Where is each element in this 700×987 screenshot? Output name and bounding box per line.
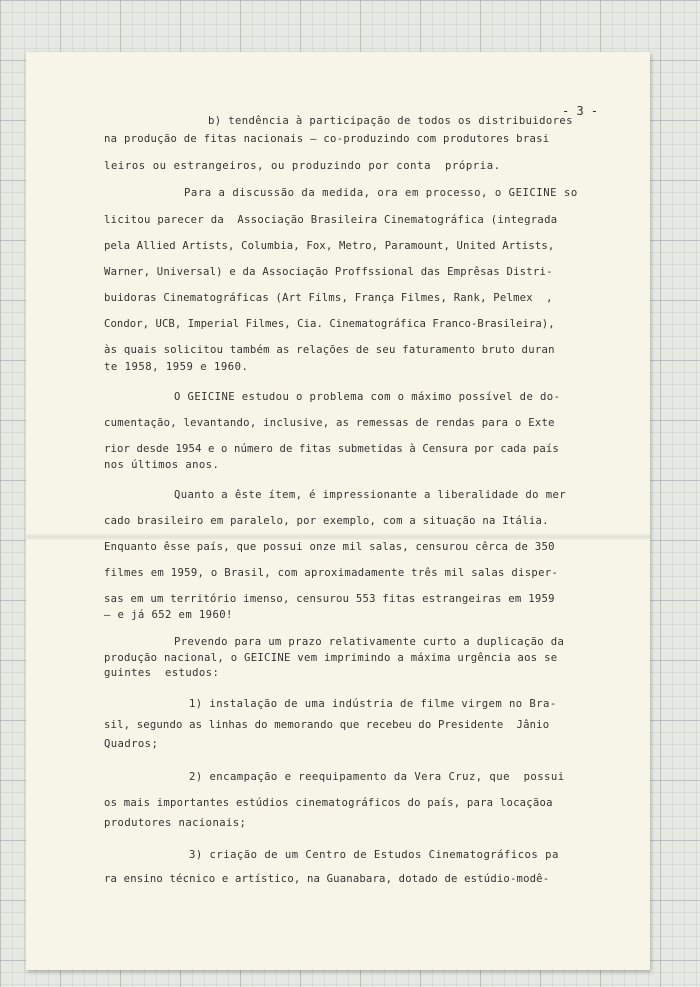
text-line: O GEICINE estudou o problema com o máximo possível de do-	[174, 391, 561, 403]
page-number: - 3 -	[562, 104, 599, 118]
document-page	[26, 52, 650, 970]
text-line: Warner, Universal) e da Associação Proffssional das Emprêsas Distri-	[104, 266, 553, 278]
text-line: 2) encampação e reequipamento da Vera Cruz, que possui	[189, 771, 565, 783]
text-line: te 1958, 1959 e 1960.	[104, 361, 249, 373]
text-line: guintes estudos:	[104, 667, 220, 679]
typed-text	[26, 52, 650, 970]
text-line: Quadros;	[104, 738, 159, 750]
text-line: às quais solicitou também as relações de seu faturamento bruto duran	[104, 344, 555, 356]
text-line: 1) instalação de uma indústria de filme virgem no Bra-	[189, 698, 557, 710]
text-line: Condor, UCB, Imperial Filmes, Cia. Cinematográfica Franco-Brasileira),	[104, 318, 555, 330]
text-line: nos últimos anos.	[104, 459, 220, 471]
text-line: pela Allied Artists, Columbia, Fox, Metro, Paramount, United Artists,	[104, 240, 555, 252]
text-line: b) tendência à participação de todos os distribuidores	[208, 115, 573, 127]
text-line: Prevendo para um prazo relativamente curto a duplicação da	[174, 636, 565, 648]
text-line: Para a discussão da medida, ora em processo, o GEICINE so	[184, 187, 578, 199]
text-line: cado brasileiro em paralelo, por exemplo, com a situação na Itália.	[104, 515, 549, 527]
text-line: os mais importantes estúdios cinematográficos do país, para locaçãoa	[104, 797, 553, 809]
text-line: buidoras Cinematográficas (Art Films, França Filmes, Rank, Pelmex ,	[104, 292, 553, 304]
text-line: produtores nacionais;	[104, 817, 247, 829]
text-line: rior desde 1954 e o número de fitas submetidas à Censura por cada país	[104, 443, 559, 455]
text-line: leiros ou estrangeiros, ou produzindo por conta própria.	[104, 160, 501, 172]
text-line: — e já 652 em 1960!	[104, 609, 233, 621]
text-line: 3) criação de um Centro de Estudos Cinematográficos pa	[189, 849, 559, 861]
text-line: cumentação, levantando, inclusive, as remessas de rendas para o Exte	[104, 417, 555, 429]
text-line: sil, segundo as linhas do memorando que recebeu do Presidente Jânio	[104, 719, 550, 731]
text-line: sas em um território imenso, censurou 553 fitas estrangeiras em 1959	[104, 593, 555, 605]
text-line: Quanto a êste ítem, é impressionante a liberalidade do mer	[174, 489, 566, 501]
text-line: ra ensino técnico e artístico, na Guanabara, dotado de estúdio-modê-	[104, 873, 550, 885]
text-line: licitou parecer da Associação Brasileira Cinematográfica (integrada	[104, 214, 558, 226]
text-line: Enquanto êsse país, que possui onze mil salas, censurou cêrca de 350	[104, 541, 555, 553]
text-line: filmes em 1959, o Brasil, com aproximadamente três mil salas disper-	[104, 567, 559, 579]
text-line: na produção de fitas nacionais — co-produzindo com produtores brasi	[104, 133, 550, 145]
text-line: produção nacional, o GEICINE vem imprimindo a máxima urgência aos se	[104, 652, 558, 664]
